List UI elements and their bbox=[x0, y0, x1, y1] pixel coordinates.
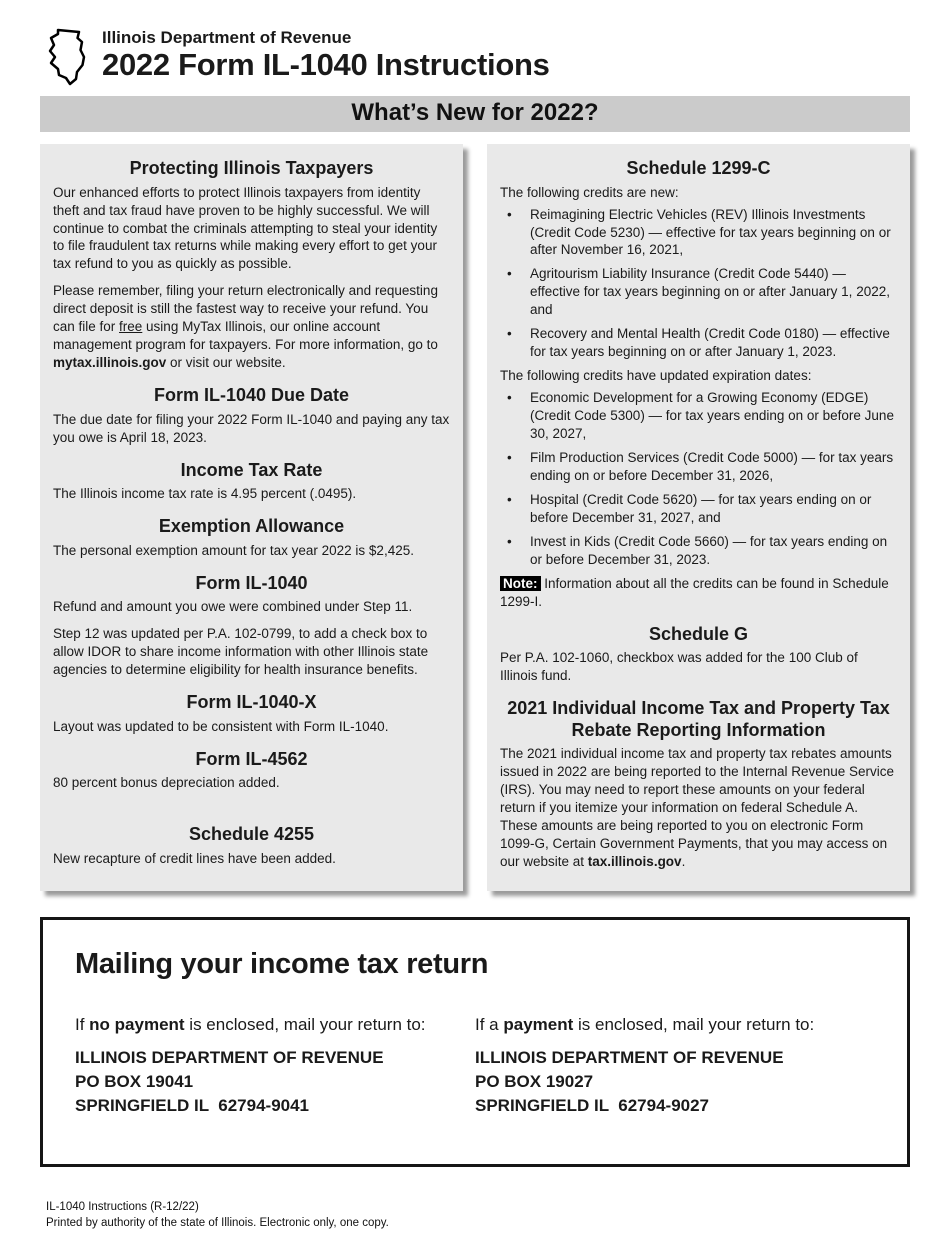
no-payment-bold-text: no payment bbox=[89, 1014, 185, 1034]
paragraph: Layout was updated to be consistent with Form IL-1040. bbox=[53, 718, 389, 734]
address-line: SPRINGFIELD IL 62794-9041 bbox=[75, 1096, 310, 1116]
section-form-il-4562 bbox=[53, 749, 450, 793]
text-segment: using MyTax Illinois, our online account management program for taxpayers. For more information, go to bbox=[53, 319, 438, 353]
section-protecting-illinois-taxpayers bbox=[53, 158, 450, 372]
section-heading: Form IL-1040 bbox=[195, 572, 308, 593]
section-form-il-1040-due-date bbox=[53, 385, 450, 447]
paragraph bbox=[500, 745, 897, 871]
text-segment: . bbox=[681, 854, 686, 870]
list-item: • Invest in Kids (Credit Code 5660) — for tax years ending on or before December 31, 2023. bbox=[500, 533, 897, 569]
paragraph: The personal exemption amount for tax year 2022 is $2,425. bbox=[53, 542, 414, 558]
right-panel bbox=[487, 144, 910, 891]
mailing-title: Mailing your income tax return bbox=[75, 947, 489, 980]
text-segment: is enclosed, mail your return to: bbox=[184, 1014, 426, 1034]
note bbox=[500, 575, 897, 611]
section-exemption-allowance bbox=[53, 516, 450, 560]
paragraph: The due date for filing your 2022 Form IL-1040 and paying any tax you owe is April 18, 2023. bbox=[53, 411, 450, 445]
text-segment: Please remember, filing your return electronically and requesting direct deposit is still the fastest way to receive your refund. You can file for bbox=[53, 283, 438, 335]
updated-credits-list bbox=[500, 389, 897, 569]
updated-credits-intro: The following credits have updated expiration dates: bbox=[500, 368, 812, 384]
address-line: ILLINOIS DEPARTMENT OF REVENUE bbox=[475, 1047, 784, 1067]
paragraph: Refund and amount you owe were combined under Step 11. bbox=[53, 599, 413, 615]
text-segment: If bbox=[75, 1014, 90, 1034]
address-line: ILLINOIS DEPARTMENT OF REVENUE bbox=[75, 1047, 384, 1067]
no-payment-address bbox=[75, 1046, 475, 1118]
text-segment: or visit our website. bbox=[166, 355, 286, 371]
free-underlined-text: free bbox=[119, 319, 143, 335]
note-label: Note: bbox=[500, 576, 541, 591]
tax-illinois-gov-link-text: tax.illinois.gov bbox=[587, 854, 682, 870]
whats-new-banner bbox=[40, 96, 910, 132]
paragraph bbox=[53, 282, 450, 372]
list-item: • Agritourism Liability Insurance (Credit Code 5440) — effective for tax years beginning on or after January 1, 2022, and bbox=[500, 265, 897, 319]
left-panel bbox=[40, 144, 463, 891]
note-text: Information about all the credits can be found in Schedule 1299-I. bbox=[500, 575, 889, 609]
content-columns bbox=[40, 144, 910, 891]
section-heading: Exemption Allowance bbox=[158, 516, 345, 537]
illinois-state-outline-icon bbox=[46, 26, 90, 88]
payment-address bbox=[475, 1046, 875, 1118]
header-text bbox=[102, 26, 550, 82]
text-segment: The 2021 individual income tax and property tax rebates amounts issued in 2022 are being reported to the Internal Revenue Service (IRS). You may need to report these amounts on your federal return if you itemize your information on federal Schedule A. These amounts are being reported to you on electronic Form 1099-G, Certain Government Payments, that you may access on our website at bbox=[500, 746, 895, 870]
section-heading: 2021 Individual Income Tax and Property Tax Rebate Reporting Information bbox=[507, 698, 890, 740]
document-header bbox=[0, 0, 950, 92]
section-heading: Form IL-1040-X bbox=[186, 692, 317, 713]
no-payment-intro bbox=[75, 1015, 475, 1035]
paragraph: Per P.A. 102-1060, checkbox was added for the 100 Club of Illinois fund. bbox=[500, 650, 858, 684]
payment-bold-text: payment bbox=[503, 1014, 574, 1034]
section-2021-rebate-reporting bbox=[500, 698, 897, 871]
list-item: • Reimagining Electric Vehicles (REV) Illinois Investments (Credit Code 5230) — effective for tax years beginning on or after November 16, 2021, bbox=[500, 206, 897, 260]
paragraph: New recapture of credit lines have been added. bbox=[53, 850, 336, 866]
section-heading: Schedule 1299-C bbox=[626, 158, 771, 178]
paragraph: Step 12 was updated per P.A. 102-0799, to add a check box to allow IDOR to share income information with other Illinois state agencies to determine eligibility for health insurance benefits. bbox=[53, 626, 429, 678]
list-item: • Recovery and Mental Health (Credit Code 0180) — effective for tax years beginning on or after January 1, 2023. bbox=[500, 325, 897, 361]
section-heading: Form IL-4562 bbox=[195, 748, 308, 769]
banner-title: What’s New for 2022? bbox=[351, 99, 599, 126]
section-schedule-g bbox=[500, 624, 897, 686]
paragraph: Our enhanced efforts to protect Illinois taxpayers from identity theft and tax fraud have proven to be highly successful. We will continue to combat the criminals attempting to steal your identity to file fraudulent tax returns while making every effort to get your tax refund to you as quickly as possible. bbox=[53, 184, 438, 272]
mytax-illinois-gov-link-text: mytax.illinois.gov bbox=[53, 355, 167, 371]
text-segment: is enclosed, mail your return to: bbox=[573, 1014, 815, 1034]
mailing-box bbox=[40, 917, 910, 1167]
agency-name: Illinois Department of Revenue bbox=[102, 28, 352, 47]
payment-intro bbox=[475, 1015, 875, 1035]
section-heading: Protecting Illinois Taxpayers bbox=[129, 158, 374, 178]
paragraph: The Illinois income tax rate is 4.95 percent (.0495). bbox=[53, 486, 357, 502]
address-line: SPRINGFIELD IL 62794-9027 bbox=[475, 1096, 710, 1116]
section-form-il-1040 bbox=[53, 573, 450, 679]
footer-authority-note: Printed by authority of the state of Illinois. Electronic only, one copy. bbox=[46, 1217, 389, 1230]
new-credits-list bbox=[500, 206, 897, 362]
list-item: • Economic Development for a Growing Economy (EDGE) (Credit Code 5300) — for tax years ending on or before June 30, 2027, bbox=[500, 389, 897, 443]
section-heading: Income Tax Rate bbox=[180, 459, 323, 480]
footer-form-id: IL-1040 Instructions (R-12/22) bbox=[46, 1201, 199, 1214]
section-schedule-1299-c bbox=[500, 158, 897, 611]
text-segment: If a bbox=[475, 1014, 504, 1034]
payment-column bbox=[475, 1015, 875, 1118]
section-schedule-4255 bbox=[53, 824, 450, 868]
section-income-tax-rate bbox=[53, 460, 450, 504]
section-heading: Schedule G bbox=[648, 623, 749, 644]
document-footer bbox=[46, 1199, 910, 1231]
list-item: • Film Production Services (Credit Code 5000) — for tax years ending on or before December 31, 2026, bbox=[500, 449, 897, 485]
address-line: PO BOX 19041 bbox=[75, 1072, 194, 1092]
section-heading: Schedule 4255 bbox=[188, 824, 315, 845]
new-credits-intro: The following credits are new: bbox=[500, 184, 679, 200]
no-payment-column bbox=[75, 1015, 475, 1118]
section-heading: Form IL-1040 Due Date bbox=[153, 385, 350, 406]
paragraph: 80 percent bonus depreciation added. bbox=[53, 775, 280, 791]
address-line: PO BOX 19027 bbox=[475, 1072, 594, 1092]
section-form-il-1040-x bbox=[53, 692, 450, 736]
page-title: 2022 Form IL-1040 Instructions bbox=[102, 47, 550, 82]
mailing-columns bbox=[75, 1015, 875, 1118]
list-item: • Hospital (Credit Code 5620) — for tax years ending on or before December 31, 2027, and bbox=[500, 491, 897, 527]
